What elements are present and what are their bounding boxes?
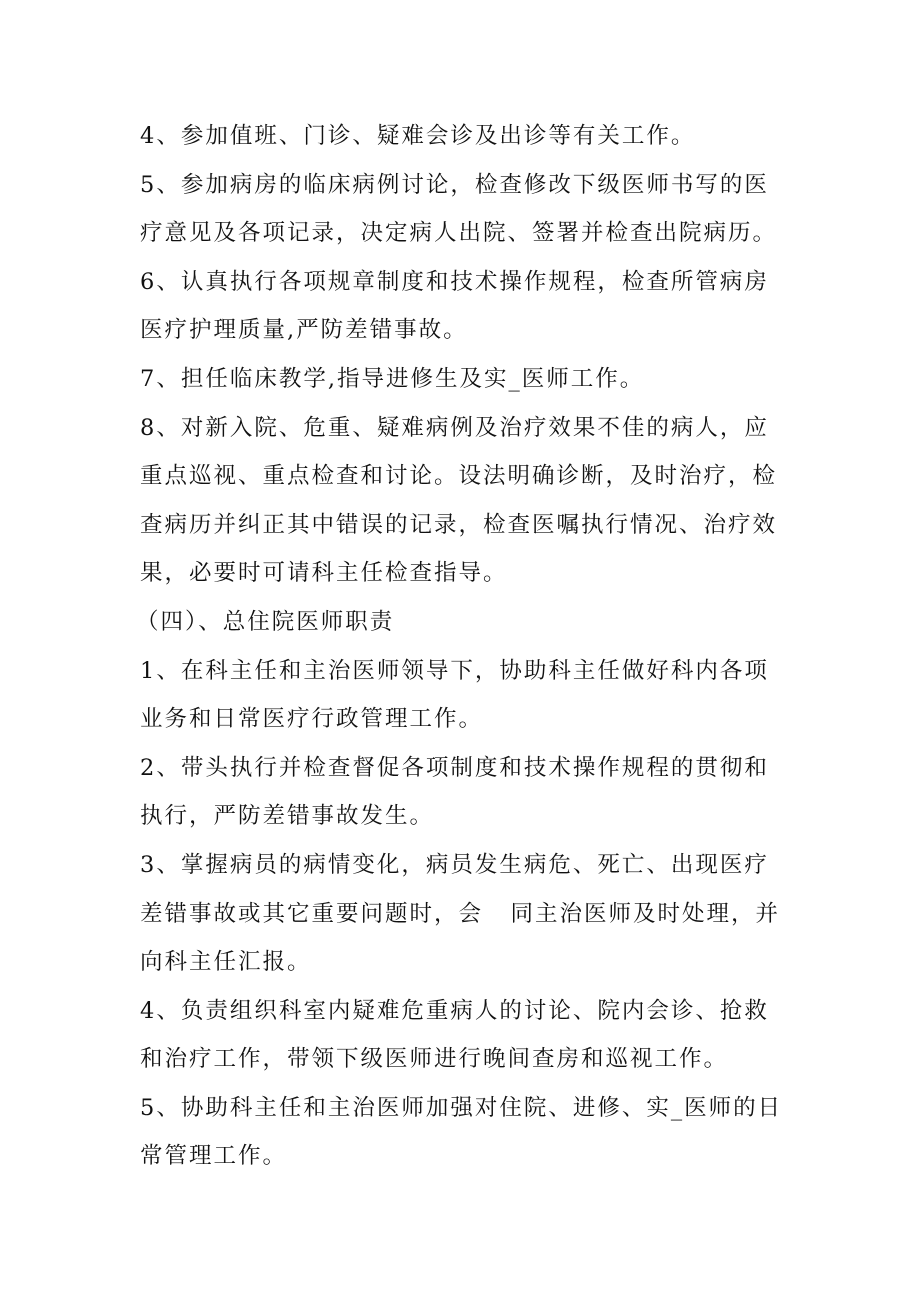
text-line: 疗意见及各项记录，决定病人出院、签署并检查出院病历。 <box>140 220 778 247</box>
text-line: 常管理工作。 <box>140 1143 288 1170</box>
text-line: 1、在科主任和主治医师领导下，协助科主任做好科内各项 <box>140 657 769 684</box>
text-line: 5、参加病房的临床病例讨论，检查修改下级医师书写的医 <box>140 171 769 198</box>
text-line: 7、担任临床教学,指导进修生及实_医师工作。 <box>140 365 645 392</box>
text-line: 6、认真执行各项规章制度和技术操作规程，检查所管病房 <box>140 268 769 295</box>
text-line: 差错事故或其它重要问题时，会 同主治医师及时处理，并 <box>140 900 780 927</box>
section-heading: （四）、总住院医师职责 <box>136 608 395 635</box>
document-body <box>136 112 790 1181</box>
text-line: 4、参加值班、门诊、疑难会诊及出诊等有关工作。 <box>140 123 696 149</box>
text-line: 查病历并纠正其中错误的记录，检查医嘱执行情况、治疗效 <box>140 511 778 538</box>
text-line: 果，必要时可请科主任检查指导。 <box>140 560 508 587</box>
text-line: 重点巡视、重点检查和讨论。设法明确诊断，及时治疗，检 <box>140 463 778 490</box>
text-line: 和治疗工作，带领下级医师进行晚间查房和巡视工作。 <box>140 1046 729 1073</box>
text-line: 2、带头执行并检查督促各项制度和技术操作规程的贯彻和 <box>140 754 769 781</box>
text-line: 向科主任汇报。 <box>140 949 312 976</box>
text-line: 4、负责组织科室内疑难危重病人的讨论、院内会诊、抢救 <box>140 997 769 1024</box>
text-line: 5、协助科主任和主治医师加强对住院、进修、实_医师的日 <box>140 1094 783 1121</box>
text-line: 业务和日常医疗行政管理工作。 <box>140 706 484 733</box>
text-line: 执行，严防差错事故发生。 <box>140 803 435 830</box>
text-line: 8、对新入院、危重、疑难病例及治疗效果不佳的病人，应 <box>140 414 769 441</box>
text-line: 3、掌握病员的病情变化，病员发生病危、死亡、出现医疗 <box>140 851 769 878</box>
text-line: 医疗护理质量,严防差错事故。 <box>140 317 468 344</box>
